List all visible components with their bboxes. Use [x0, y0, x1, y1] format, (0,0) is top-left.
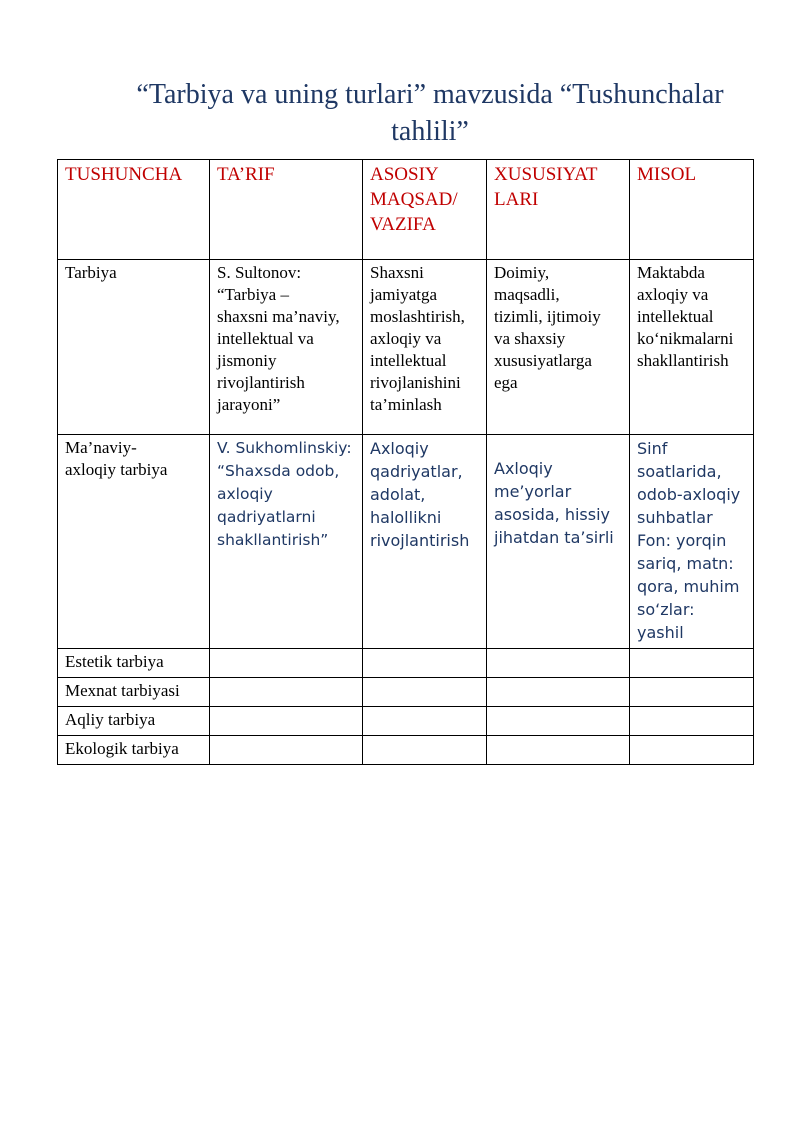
header-tushuncha: TUSHUNCHA	[58, 160, 210, 260]
header-misol: MISOL	[630, 160, 754, 260]
table-row	[58, 736, 754, 765]
empty-cell	[363, 649, 487, 678]
cell-tarif: V. Sukhomlinskiy: “Shaxsda odob, axloqiy qadriyatlarni shakllantirish”	[210, 435, 363, 649]
table-row	[58, 649, 754, 678]
empty-cell	[363, 678, 487, 707]
empty-cell	[630, 736, 754, 765]
row-label: Ma’naviy- axloqiy tarbiya	[58, 435, 210, 649]
header-xususiyat: XUSUSIYAT LARI	[487, 160, 630, 260]
empty-cell	[487, 678, 630, 707]
cell-xususiyat: Axloqiy me’yorlar asosida, hissiy jihatdan ta’sirli	[487, 435, 630, 649]
cell-misol: Sinf soatlarida, odob-axloqiy suhbatlar Fon: yorqin sariq, matn: qora, muhim so‘zlar: yashil	[630, 435, 754, 649]
empty-cell	[630, 649, 754, 678]
empty-cell	[363, 736, 487, 765]
empty-cell	[487, 707, 630, 736]
table-row	[58, 678, 754, 707]
cell-maqsad: Axloqiy qadriyatlar, adolat, halollikni rivojlantirish	[363, 435, 487, 649]
cell-tarif: S. Sultonov: “Tarbiya – shaxsni ma’naviy, intellektual va jismoniy rivojlantirish jarayoni”	[210, 260, 363, 435]
empty-cell	[487, 649, 630, 678]
table-row	[58, 260, 754, 435]
document-title: “Tarbiya va uning turlari” mavzusida “Tushunchalar tahlili”	[136, 79, 724, 147]
cell-xususiyat: Doimiy, maqsadli, tizimli, ijtimoiy va shaxsiy xususiyatlarga ega	[487, 260, 630, 435]
row-label: Aqliy tarbiya	[58, 707, 210, 736]
empty-cell	[630, 707, 754, 736]
header-tarif: TA’RIF	[210, 160, 363, 260]
empty-cell	[210, 707, 363, 736]
row-label: Tarbiya	[58, 260, 210, 435]
empty-cell	[363, 707, 487, 736]
table-row	[58, 435, 754, 649]
empty-cell	[210, 736, 363, 765]
cell-misol: Maktabda axloqiy va intellektual ko‘nikmalarni shakllantirish	[630, 260, 754, 435]
row-label: Ekologik tarbiya	[58, 736, 210, 765]
cell-maqsad: Shaxsni jamiyatga moslashtirish, axloqiy va intellektual rivojlanishini ta’minlash	[363, 260, 487, 435]
header-maqsad: ASOSIY MAQSAD/ VAZIFA	[363, 160, 487, 260]
row-label: Mexnat tarbiyasi	[58, 678, 210, 707]
row-label: Estetik tarbiya	[58, 649, 210, 678]
table-header-row	[58, 160, 754, 260]
empty-cell	[487, 736, 630, 765]
empty-cell	[210, 649, 363, 678]
empty-cell	[210, 678, 363, 707]
empty-cell	[630, 678, 754, 707]
table-row	[58, 707, 754, 736]
concept-analysis-table	[57, 159, 754, 765]
